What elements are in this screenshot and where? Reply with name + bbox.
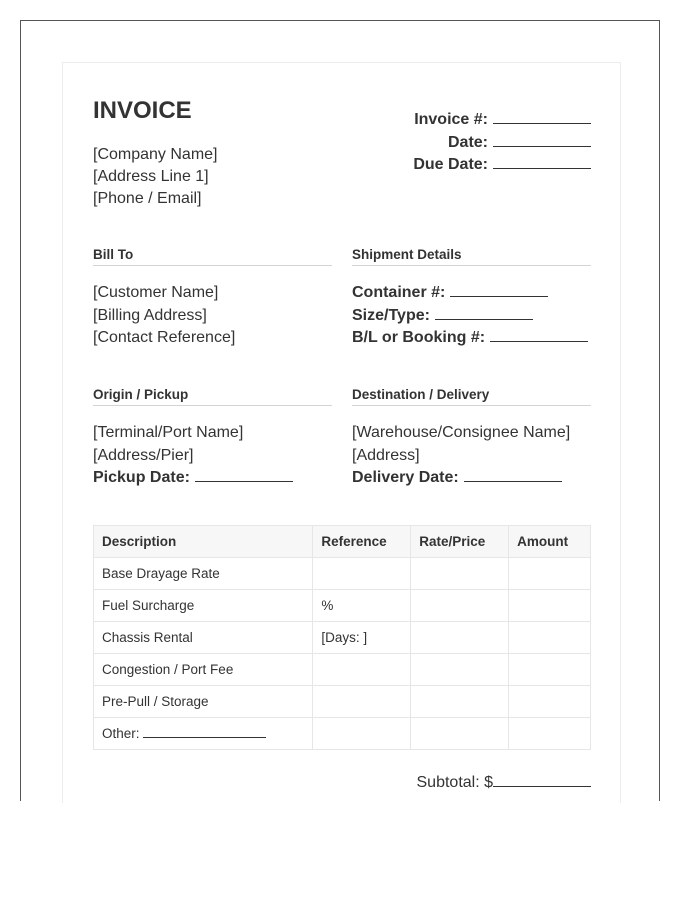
company-address: [Address Line 1] bbox=[93, 168, 209, 185]
amount-cell[interactable] bbox=[509, 590, 591, 622]
invoice-date-label: Date: bbox=[447, 133, 488, 151]
invoice-number-row bbox=[413, 109, 591, 132]
origin-block bbox=[93, 422, 293, 490]
column-header-description: Description bbox=[94, 526, 313, 558]
booking-row bbox=[352, 327, 588, 350]
column-header-reference: Reference bbox=[313, 526, 411, 558]
pickup-date-blank[interactable] bbox=[195, 467, 293, 482]
reference-cell[interactable]: [Days: ] bbox=[313, 622, 411, 654]
invoice-title: INVOICE bbox=[93, 97, 192, 124]
amount-cell[interactable] bbox=[509, 686, 591, 718]
due-date-blank[interactable] bbox=[493, 154, 591, 169]
booking-label: B/L or Booking #: bbox=[352, 329, 486, 346]
page-frame bbox=[20, 20, 660, 801]
container-row bbox=[352, 282, 588, 305]
reference-cell[interactable] bbox=[313, 718, 411, 750]
table-row bbox=[94, 654, 591, 686]
shipment-block bbox=[352, 282, 588, 350]
description-cell: Base Drayage Rate bbox=[94, 558, 313, 590]
destination-heading: Destination / Delivery bbox=[352, 387, 591, 406]
contact-reference: [Contact Reference] bbox=[93, 329, 236, 346]
invoice-number-blank[interactable] bbox=[493, 109, 591, 124]
origin-address: [Address/Pier] bbox=[93, 446, 194, 464]
table-row bbox=[94, 590, 591, 622]
invoice-meta bbox=[413, 109, 591, 177]
description-cell bbox=[94, 718, 313, 750]
rate-cell[interactable] bbox=[411, 622, 509, 654]
description-cell: Fuel Surcharge bbox=[94, 590, 313, 622]
company-contact: [Phone / Email] bbox=[93, 190, 202, 207]
table-header-row bbox=[94, 526, 591, 558]
table-row bbox=[94, 558, 591, 590]
invoice-number-label: Invoice #: bbox=[414, 111, 488, 128]
subtotal-label: Subtotal: $ bbox=[416, 774, 493, 791]
billing-address: [Billing Address] bbox=[93, 306, 207, 324]
container-blank[interactable] bbox=[450, 282, 548, 297]
company-info bbox=[93, 144, 218, 210]
description-cell: Congestion / Port Fee bbox=[94, 654, 313, 686]
container-label: Container #: bbox=[352, 284, 446, 301]
charges-table bbox=[93, 525, 591, 750]
table-row bbox=[94, 718, 591, 750]
bill-to-heading: Bill To bbox=[93, 247, 332, 266]
shipment-heading: Shipment Details bbox=[352, 247, 591, 266]
amount-cell[interactable] bbox=[509, 558, 591, 590]
company-name: [Company Name] bbox=[93, 146, 218, 163]
amount-cell[interactable] bbox=[509, 718, 591, 750]
rate-cell[interactable] bbox=[411, 590, 509, 622]
description-cell: Pre-Pull / Storage bbox=[94, 686, 313, 718]
other-label: Other: bbox=[102, 726, 140, 741]
amount-cell[interactable] bbox=[509, 622, 591, 654]
terminal-name: [Terminal/Port Name] bbox=[93, 424, 244, 441]
invoice-paper bbox=[62, 62, 621, 803]
table-row bbox=[94, 686, 591, 718]
customer-name: [Customer Name] bbox=[93, 284, 219, 301]
column-header-amount: Amount bbox=[509, 526, 591, 558]
subtotal bbox=[417, 772, 592, 792]
table-row bbox=[94, 622, 591, 654]
rate-cell[interactable] bbox=[411, 558, 509, 590]
due-date-label: Due Date: bbox=[413, 156, 488, 173]
delivery-date-label: Delivery Date: bbox=[352, 469, 459, 486]
pickup-date-row bbox=[93, 467, 293, 490]
rate-cell[interactable] bbox=[411, 686, 509, 718]
reference-cell[interactable]: % bbox=[313, 590, 411, 622]
other-blank[interactable] bbox=[143, 727, 266, 738]
size-type-row bbox=[352, 305, 588, 328]
consignee-name: [Warehouse/Consignee Name] bbox=[352, 424, 571, 441]
booking-blank[interactable] bbox=[490, 327, 588, 342]
reference-cell[interactable] bbox=[313, 686, 411, 718]
subtotal-blank[interactable] bbox=[493, 772, 591, 787]
description-cell: Chassis Rental bbox=[94, 622, 313, 654]
rate-cell[interactable] bbox=[411, 718, 509, 750]
bill-to-block bbox=[93, 282, 235, 350]
origin-heading: Origin / Pickup bbox=[93, 387, 332, 406]
invoice-date-row bbox=[413, 132, 591, 155]
size-type-blank[interactable] bbox=[435, 305, 533, 320]
delivery-date-row bbox=[352, 467, 570, 490]
reference-cell[interactable] bbox=[313, 654, 411, 686]
amount-cell[interactable] bbox=[509, 654, 591, 686]
destination-address: [Address] bbox=[352, 446, 420, 464]
size-type-label: Size/Type: bbox=[352, 306, 430, 324]
invoice-date-blank[interactable] bbox=[493, 132, 591, 147]
column-header-rate: Rate/Price bbox=[411, 526, 509, 558]
delivery-date-blank[interactable] bbox=[464, 467, 562, 482]
rate-cell[interactable] bbox=[411, 654, 509, 686]
destination-block bbox=[352, 422, 570, 490]
reference-cell[interactable] bbox=[313, 558, 411, 590]
due-date-row bbox=[413, 154, 591, 177]
pickup-date-label: Pickup Date: bbox=[93, 469, 190, 486]
